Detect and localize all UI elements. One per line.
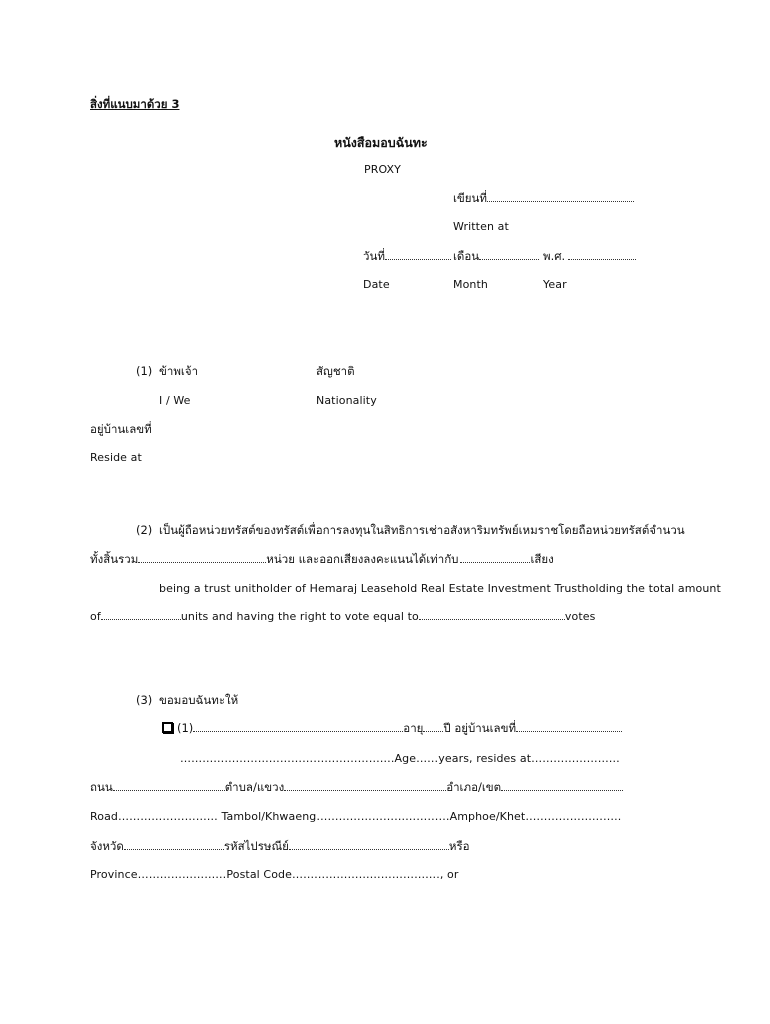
i-we-label-en: I / We: [159, 394, 191, 407]
date-field[interactable]: [385, 250, 451, 260]
units-label-en: units and having the right to vote equal to: [180, 610, 419, 623]
month-field[interactable]: [479, 250, 539, 260]
postal-field[interactable]: [289, 840, 449, 850]
date-label-en: Date: [363, 278, 390, 291]
document-title-en: PROXY: [364, 163, 401, 176]
section-3-number: (3): [136, 693, 153, 707]
years-reside-label: ปี อยู่บ้านเลขที่: [443, 721, 517, 735]
attachment-label: สิ่งที่แนบมาด้วย 3: [90, 97, 180, 111]
section-2-number: (2): [136, 523, 153, 537]
age-reside-line-en: ………………………………………………….Age……years, resides at……………………: [180, 752, 620, 765]
road-field[interactable]: [113, 781, 225, 791]
units-votes-row-th: [90, 552, 554, 566]
of-label: of: [90, 610, 101, 623]
proxy-1-row: [162, 721, 622, 735]
proxy-1-checkbox[interactable]: [162, 722, 173, 733]
age-field[interactable]: [423, 722, 443, 732]
age-label: อายุ: [403, 721, 424, 735]
reside-label-en: Reside at: [90, 451, 142, 464]
postal-label: รหัสไปรษณีย์: [223, 839, 289, 853]
nationality-label: สัญชาติ: [316, 364, 355, 378]
grant-proxy-label: ขอมอบฉันทะให้: [159, 693, 239, 707]
unitholder-statement-en: being a trust unitholder of Hemaraj Leasehold Real Estate Investment Trustholding the total amount: [159, 582, 721, 595]
votes-field-en[interactable]: [419, 610, 565, 620]
address-line-en: Road……………………… Tambol/Khwaeng………………………………Amphoe/Khet……………………..: [90, 810, 622, 823]
written-at-label-en: Written at: [453, 220, 509, 233]
section-1-number: (1): [136, 364, 153, 378]
written-at-row: [453, 191, 634, 205]
amphoe-label: อำเภอ/เขต: [446, 780, 502, 794]
proxy-1-number: (1): [177, 721, 194, 735]
province-label: จังหวัด: [90, 839, 124, 853]
total-units-field[interactable]: [138, 553, 266, 563]
date-label: วันที่: [363, 249, 385, 263]
votes-label: เสียง: [530, 552, 554, 566]
amphoe-field[interactable]: [501, 781, 623, 791]
province-line-en: Province……………………Postal Code…………………………………., or: [90, 868, 459, 881]
i-we-label: ข้าพเจ้า: [159, 364, 199, 378]
year-row: [543, 249, 636, 263]
year-label-en: Year: [543, 278, 567, 291]
road-label: ถนน: [90, 780, 113, 794]
year-label: พ.ศ.: [543, 249, 566, 263]
document-title: หนังสือมอบฉันทะ: [334, 135, 428, 150]
tambol-field[interactable]: [284, 781, 446, 791]
total-label: ทั้งสิ้นรวม: [90, 552, 139, 566]
month-row: [453, 249, 539, 263]
address-row-th: [90, 780, 623, 794]
written-at-field[interactable]: [487, 192, 634, 202]
written-at-label: เขียนที่: [453, 191, 487, 205]
votes-field[interactable]: [460, 553, 530, 563]
proxy-1-name-field[interactable]: [193, 722, 403, 732]
units-vote-label: หน่วย และออกเสียงลงคะแนนได้เท่ากับ: [266, 552, 459, 566]
nationality-label-en: Nationality: [316, 394, 377, 407]
province-row-th: [90, 839, 470, 853]
reside-label: อยู่บ้านเลขที่: [90, 422, 152, 436]
units-field-en[interactable]: [101, 610, 181, 620]
unitholder-statement-th: เป็นผู้ถือหน่วยทรัสต์ของทรัสต์เพื่อการลงทุนในสิทธิการเช่าอสังหาริมทรัพย์เหมราชโดยถือหน่วยทรัสต์จำนวน: [159, 523, 685, 537]
month-label-en: Month: [453, 278, 488, 291]
month-label: เดือน: [453, 249, 480, 263]
or-label: หรือ: [448, 839, 470, 853]
tambol-label: ตำบล/แขวง: [224, 780, 285, 794]
house-number-field[interactable]: [516, 722, 622, 732]
year-field[interactable]: [568, 250, 636, 260]
date-row: [363, 249, 451, 263]
votes-label-en: votes: [564, 610, 596, 623]
province-field[interactable]: [124, 840, 224, 850]
units-votes-row-en: [90, 610, 595, 624]
